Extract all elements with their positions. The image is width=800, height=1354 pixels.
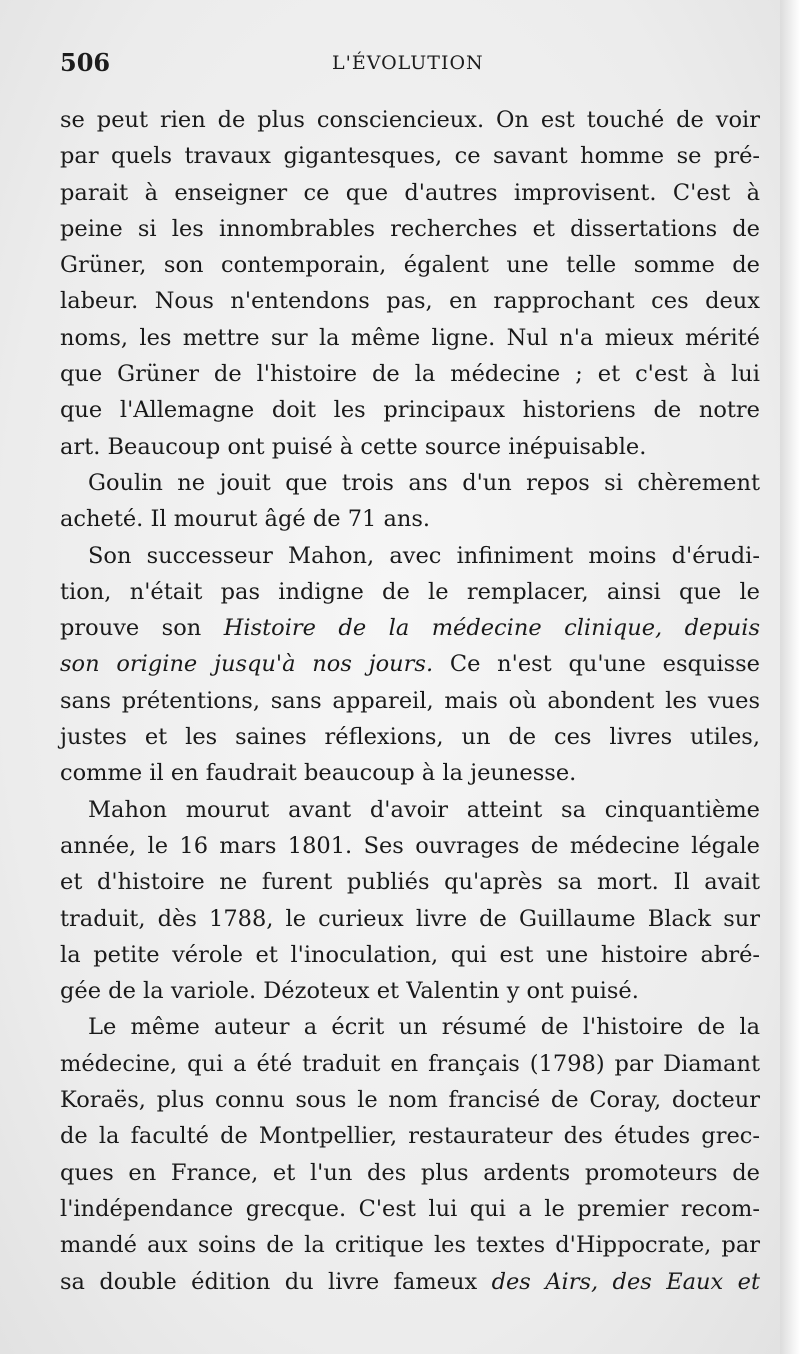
book-title-italic: son origine jusqu'à nos jours. bbox=[60, 651, 434, 678]
page-edge bbox=[780, 0, 800, 1354]
book-title-italic: des Airs, des Eaux et bbox=[491, 1268, 760, 1295]
text-line: labeur. Nous n'entendons pas, en rapprochant ces deux bbox=[60, 288, 760, 315]
text-line: peine si les innombrables recherches et dissertations de bbox=[60, 215, 760, 242]
text-line: parait à enseigner ce que d'autres improvisent. C'est à bbox=[60, 179, 760, 206]
text-line: noms, les mettre sur la même ligne. Nul n'a mieux mérité bbox=[60, 324, 760, 351]
paragraph-2 bbox=[60, 465, 760, 538]
text-line: mandé aux soins de la critique les textes d'Hippocrate, par bbox=[60, 1232, 760, 1259]
running-title: L'ÉVOLUTION bbox=[332, 52, 484, 74]
text-line: art. Beaucoup ont puisé à cette source inépuisable. bbox=[60, 433, 647, 460]
text-line: la petite vérole et l'inoculation, qui est une histoire abré- bbox=[60, 941, 760, 968]
text-line: Koraës, plus connu sous le nom francisé de Coray, docteur bbox=[60, 1087, 760, 1114]
text-line: médecine, qui a été traduit en français (1798) par Diamant bbox=[60, 1050, 760, 1077]
text-line: gée de la variole. Dézoteux et Valentin y ont puisé. bbox=[60, 978, 639, 1005]
text-line: que l'Allemagne doit les principaux historiens de notre bbox=[60, 397, 760, 424]
text-line: Son successeur Mahon, avec infiniment moins d'érudi- bbox=[88, 542, 760, 569]
paragraph-3 bbox=[60, 538, 760, 792]
text-span: prouve son bbox=[60, 615, 224, 642]
text-line: année, le 16 mars 1801. Ses ouvrages de médecine légale bbox=[60, 832, 760, 859]
text-line: justes et les saines réflexions, un de ces livres utiles, bbox=[60, 724, 760, 751]
body-text bbox=[60, 102, 760, 1300]
text-line: sans prétentions, sans appareil, mais où abondent les vues bbox=[60, 687, 760, 714]
text-line: par quels travaux gigantesques, ce savant homme se pré- bbox=[60, 143, 760, 170]
paragraph-4 bbox=[60, 792, 760, 1010]
text-line: que Grüner de l'histoire de la médecine ; et c'est à lui bbox=[60, 361, 760, 388]
running-head bbox=[60, 48, 760, 84]
text-line: Goulin ne jouit que trois ans d'un repos si chèrement bbox=[88, 469, 760, 496]
text-line: Le même auteur a écrit un résumé de l'histoire de la bbox=[88, 1014, 760, 1041]
text-line bbox=[60, 1264, 760, 1300]
text-line: tion, n'était pas indigne de le remplacer, ainsi que le bbox=[60, 578, 760, 605]
text-line bbox=[60, 610, 760, 646]
paragraph-5 bbox=[60, 1009, 760, 1299]
text-line: Mahon mourut avant d'avoir atteint sa cinquantième bbox=[88, 796, 760, 823]
text-span: Ce n'est qu'une esquisse bbox=[433, 651, 760, 678]
text-line: l'indépendance grecque. C'est lui qui a le premier recom- bbox=[60, 1195, 760, 1222]
text-line bbox=[60, 646, 760, 682]
text-line: comme il en faudrait beaucoup à la jeunesse. bbox=[60, 760, 577, 787]
paragraph-1 bbox=[60, 102, 760, 465]
text-line: traduit, dès 1788, le curieux livre de Guillaume Black sur bbox=[60, 905, 760, 932]
book-title-italic: Histoire de la médecine clinique, depuis bbox=[223, 615, 760, 642]
text-line: ques en France, et l'un des plus ardents promoteurs de bbox=[60, 1159, 760, 1186]
text-span: sa double édition du livre fameux bbox=[60, 1268, 492, 1295]
text-line: acheté. Il mourut âgé de 71 ans. bbox=[60, 506, 431, 533]
text-line: et d'histoire ne furent publiés qu'après sa mort. Il avait bbox=[60, 869, 760, 896]
page-number: 506 bbox=[60, 48, 111, 77]
text-line: de la faculté de Montpellier, restaurateur des études grec- bbox=[60, 1123, 760, 1150]
text-line: se peut rien de plus consciencieux. On est touché de voir bbox=[60, 107, 760, 133]
text-line: Grüner, son contemporain, égalent une telle somme de bbox=[60, 252, 760, 279]
